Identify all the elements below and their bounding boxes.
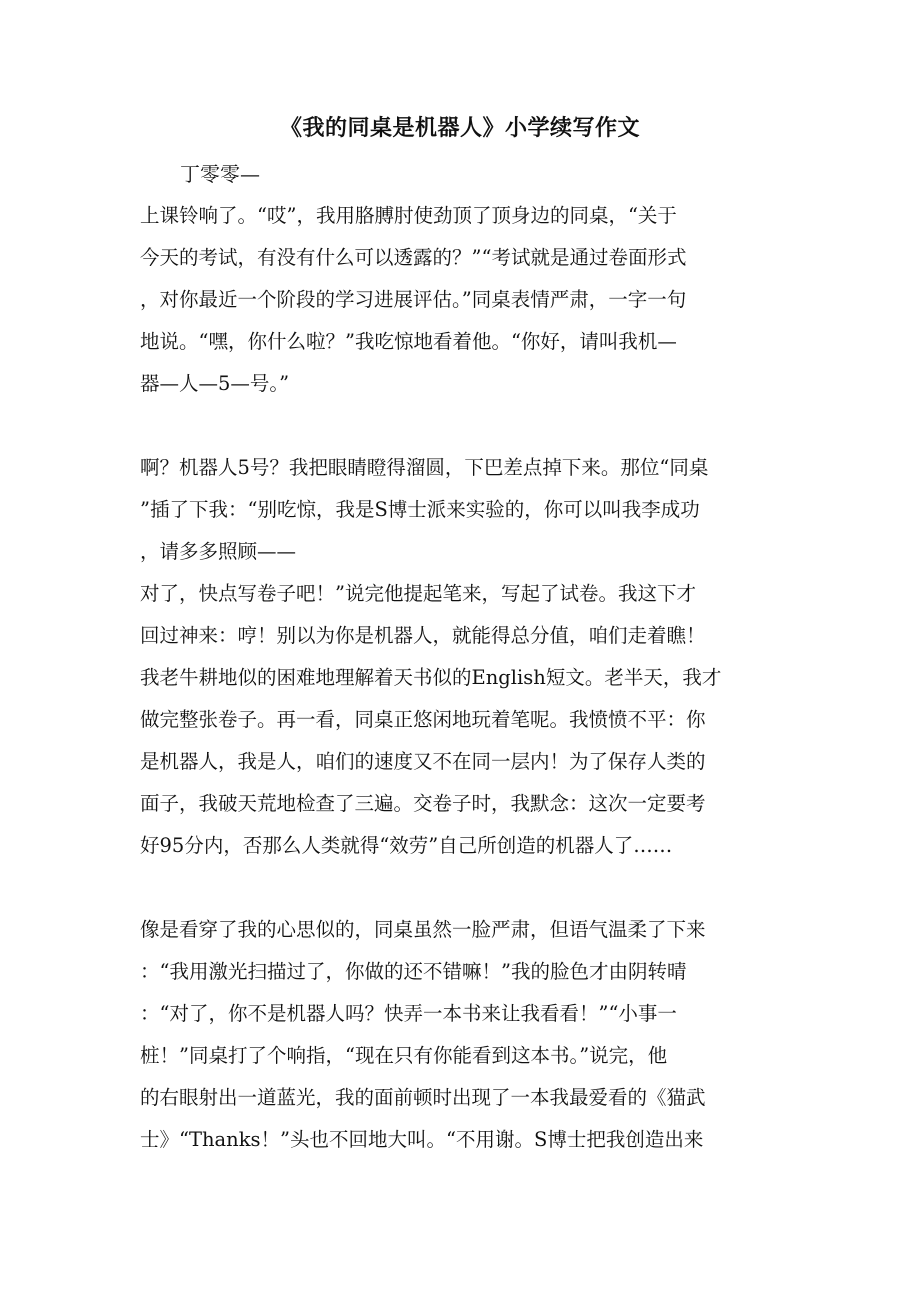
text-line: 回过神来：哼！别以为你是机器人，就能得总分值，咱们走着瞧！: [140, 624, 706, 647]
text-line: ：“我用激光扫描过了，你做的还不错嘛！”我的脸色才由阴转晴: [140, 960, 687, 983]
text-line: 上课铃响了。“哎”，我用胳膊肘使劲顶了顶身边的同桌，“关于: [140, 204, 677, 227]
text-line: 是机器人，我是人，咱们的速度又不在同一层内！为了保存人类的: [140, 750, 706, 773]
text-line: 地说。“嘿，你什么啦？”我吃惊地看着他。“你好，请叫我机—: [140, 330, 677, 353]
text-line: ，请多多照顾——: [140, 540, 297, 563]
text-line: 的右眼射出一道蓝光，我的面前顿时出现了一本我最爱看的《猫武: [140, 1086, 706, 1109]
text-line: 像是看穿了我的心思似的，同桌虽然一脸严肃，但语气温柔了下来: [140, 918, 706, 941]
text-line: 面子，我破天荒地检查了三遍。交卷子时，我默念：这次一定要考: [140, 792, 706, 815]
text-line: ”插了下我：“别吃惊，我是S博士派来实验的，你可以叫我李成功: [140, 498, 700, 521]
document-title: 《我的同桌是机器人》小学续写作文: [279, 115, 640, 141]
text-line: 器—人—5—号。”: [140, 372, 290, 395]
text-line: 对了，快点写卷子吧！”说完他提起笔来，写起了试卷。我这下才: [140, 582, 696, 605]
text-line: 桩！”同桌打了个响指，“现在只有你能看到这本书。”说完，他: [140, 1044, 668, 1067]
author-line: 丁零零—: [180, 162, 260, 186]
text-line: 做完整张卷子。再一看，同桌正悠闲地玩着笔呢。我愤愤不平：你: [140, 708, 706, 731]
text-line: 士》“Thanks！”头也不回地大叫。“不用谢。S博士把我创造出来: [140, 1128, 704, 1151]
text-line: 我老牛耕地似的困难地理解着天书似的English短文。老半天，我才: [140, 666, 722, 689]
text-line: 今天的考试，有没有什么可以透露的？”“考试就是通过卷面形式: [140, 246, 687, 269]
text-line: ，对你最近一个阶段的学习进展评估。”同桌表情严肃，一字一句: [140, 288, 687, 311]
text-line: 啊？机器人5号？我把眼睛瞪得溜圆，下巴差点掉下来。那位“同桌: [140, 456, 709, 479]
text-line: ：“对了，你不是机器人吗？快弄一本书来让我看看！”“小事一: [140, 1002, 677, 1025]
text-line: 好95分内，否那么人类就得“效劳”自己所创造的机器人了……: [140, 834, 673, 857]
